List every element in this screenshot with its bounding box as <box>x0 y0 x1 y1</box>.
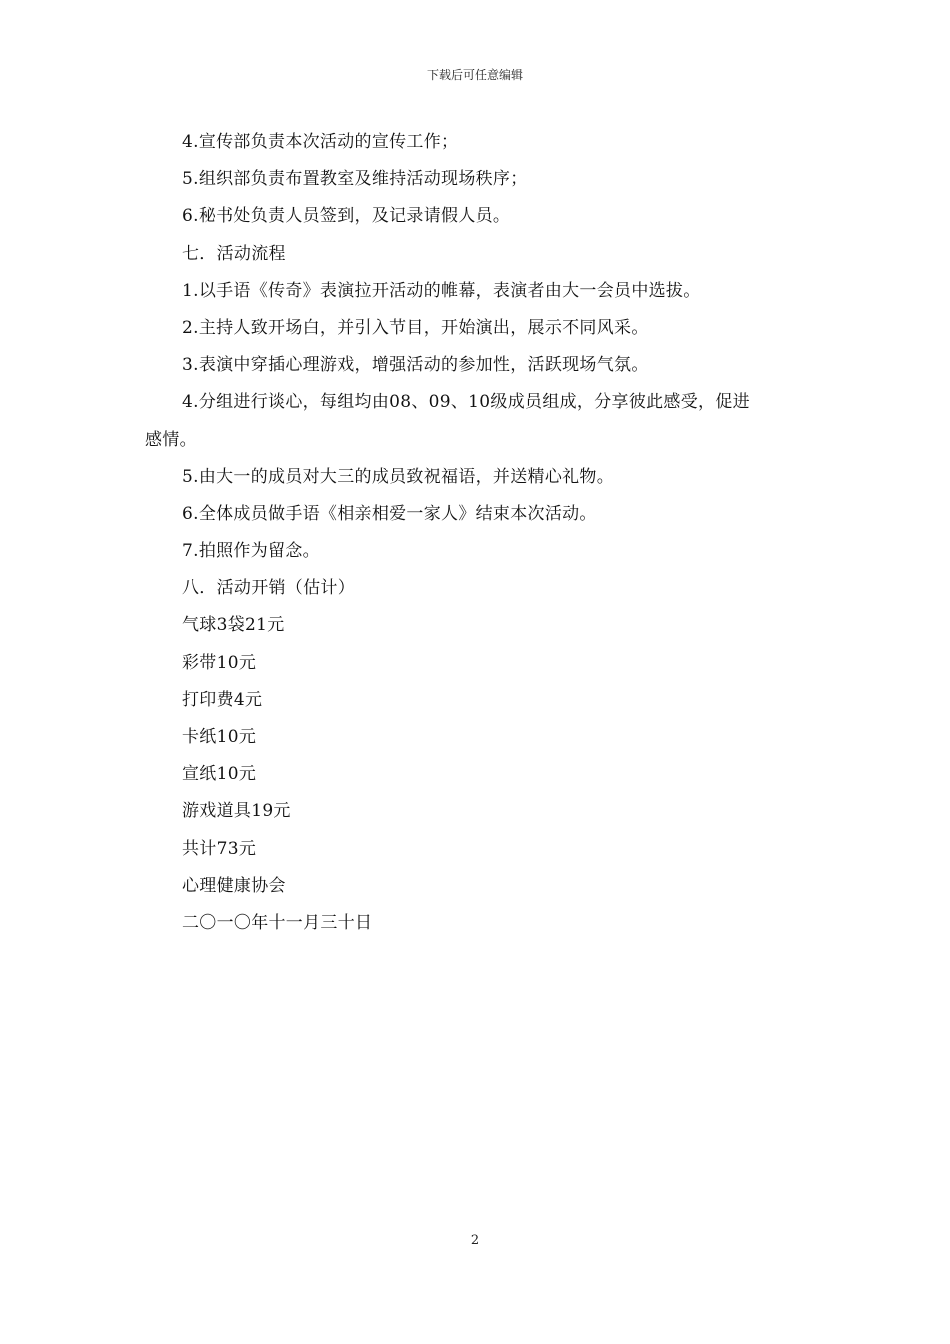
section-heading-flow: 七．活动流程 <box>182 243 286 264</box>
expense-ribbons: 彩带10元 <box>182 652 257 673</box>
document-body <box>145 124 810 942</box>
section-heading-expenses: 八．活动开销（估计） <box>182 578 355 599</box>
flow-step-4: 4.分组进行谈心，每组均由08、09、10级成员组成，分享彼此感受，促进 <box>182 392 750 413</box>
flow-step-2: 2.主持人致开场白，并引入节目，开始演出，展示不同风采。 <box>182 317 649 338</box>
flow-step-5: 5.由大一的成员对大三的成员致祝福语，并送精心礼物。 <box>182 466 615 487</box>
flow-step-4-continued: 感情。 <box>145 429 197 450</box>
flow-step-1: 1.以手语《传奇》表演拉开活动的帷幕，表演者由大一会员中选拔。 <box>182 280 701 301</box>
flow-step-6: 6.全体成员做手语《相亲相爱一家人》结束本次活动。 <box>182 503 597 524</box>
signature-date: 二〇一〇年十一月三十日 <box>182 912 373 933</box>
line-publicity: 4.宣传部负责本次活动的宣传工作； <box>182 132 459 152</box>
line-organization: 5.组织部负责布置教室及维持活动现场秩序； <box>182 169 528 190</box>
line-secretariat: 6.秘书处负责人员签到，及记录请假人员。 <box>182 206 511 227</box>
flow-step-3: 3.表演中穿插心理游戏，增强活动的参加性，活跃现场气氛。 <box>182 355 649 376</box>
expense-game-props: 游戏道具19元 <box>182 801 291 822</box>
signature-organization: 心理健康协会 <box>182 875 286 896</box>
page-header: 下载后可任意编辑 <box>426 68 523 82</box>
page-number: 2 <box>470 1233 480 1248</box>
expense-cardstock: 卡纸10元 <box>182 727 257 747</box>
expense-balloons: 气球3袋21元 <box>182 615 285 636</box>
expense-printing: 打印费4元 <box>182 689 263 710</box>
expense-total: 共计73元 <box>182 838 257 859</box>
expense-rice-paper: 宣纸10元 <box>182 764 257 785</box>
flow-step-7: 7.拍照作为留念。 <box>182 541 320 562</box>
